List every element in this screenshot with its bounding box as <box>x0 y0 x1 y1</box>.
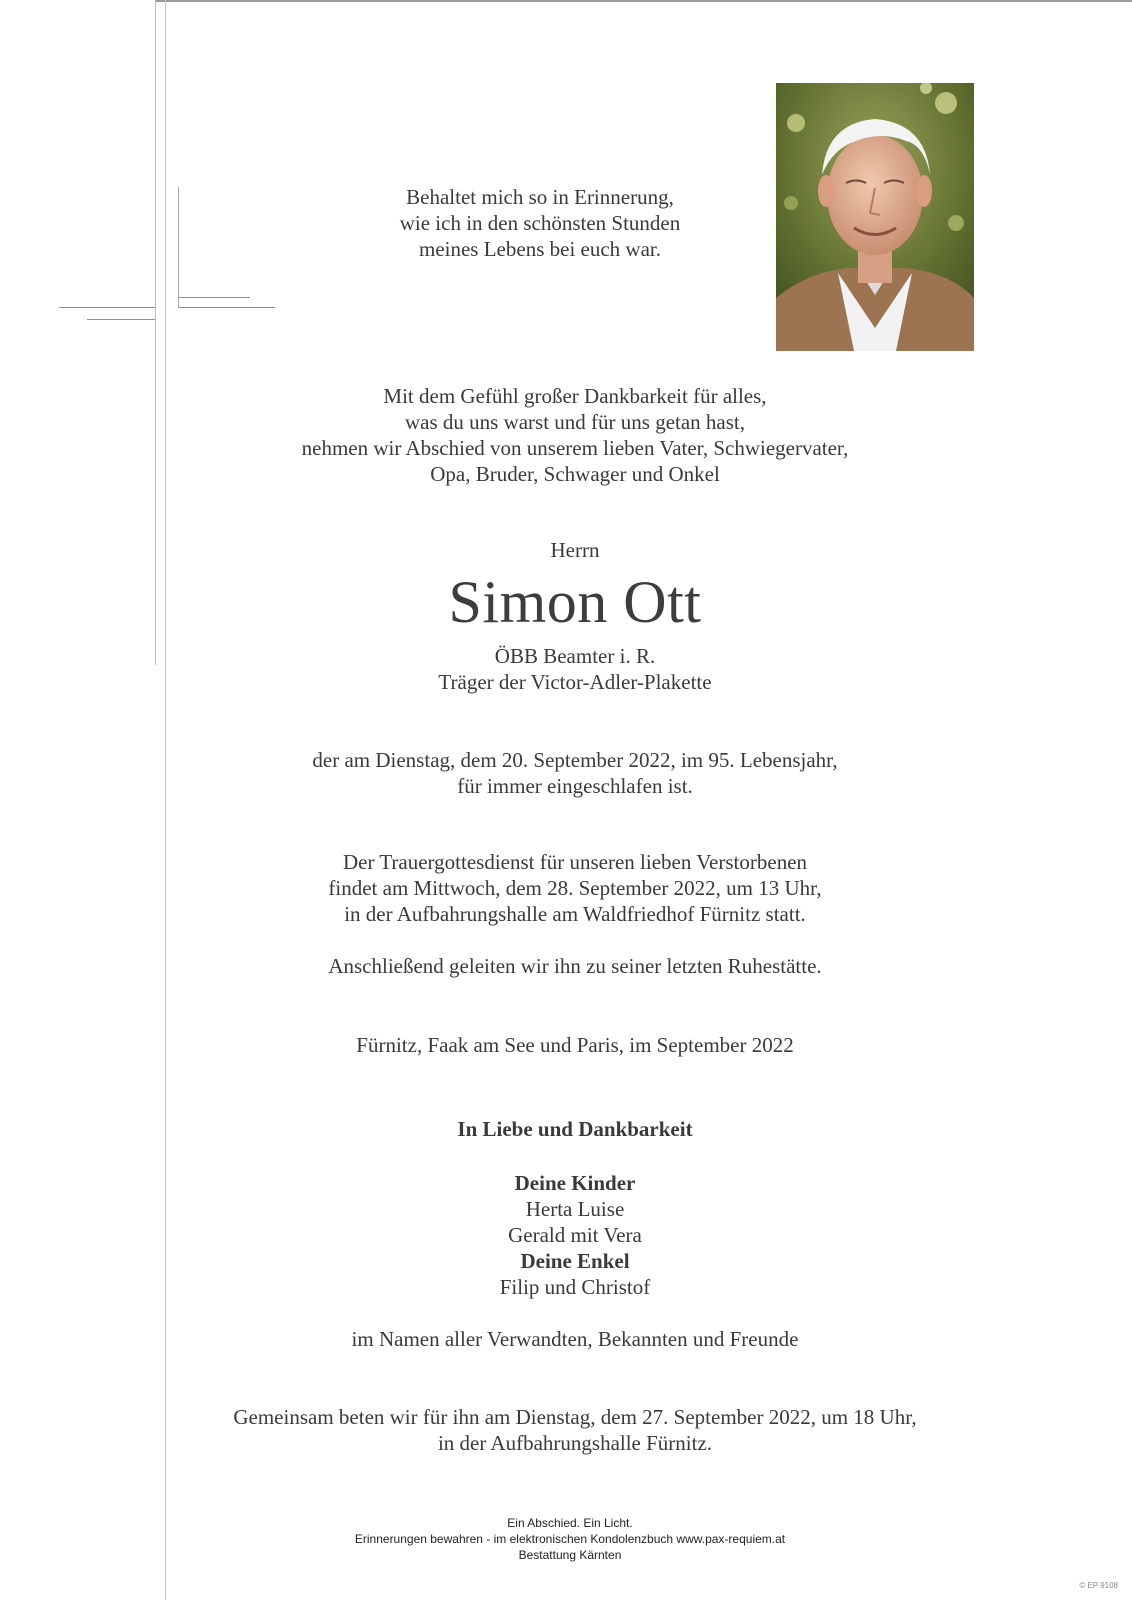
intro-line: Opa, Bruder, Schwager und Onkel <box>430 462 720 486</box>
intro-line: Mit dem Gefühl großer Dankbarkeit für alles, <box>383 384 767 408</box>
cross-arm-left-top <box>59 307 155 308</box>
prayer-info <box>180 1404 970 1456</box>
footer-line: Erinnerungen bewahren - im elektronischen Kondolenzbuch www.pax-requiem.at <box>354 1532 786 1546</box>
death-line: der am Dienstag, dem 20. September 2022, im 95. Lebensjahr, <box>312 748 838 772</box>
quote-line: meines Lebens bei euch war. <box>419 237 661 261</box>
service-line: Der Trauergottesdienst für unseren lieben Verstorbenen <box>342 850 808 874</box>
prayer-line: Gemeinsam beten wir für ihn am Dienstag, dem 27. September 2022, um 18 Uhr, <box>233 1405 917 1429</box>
service-info <box>240 849 910 927</box>
child-name: Herta Luise <box>525 1197 625 1221</box>
quote <box>340 184 740 262</box>
cross-vertical-left <box>155 0 156 665</box>
intro-line: nehmen wir Abschied von unserem lieben Vater, Schwiegervater, <box>301 436 849 460</box>
top-border <box>155 0 1132 2</box>
intro-text <box>240 383 910 487</box>
service-line: findet am Mittwoch, dem 28. September 2022, um 13 Uhr, <box>328 876 822 900</box>
children-heading: Deine Kinder <box>514 1171 636 1195</box>
grandchildren-heading: Deine Enkel <box>520 1249 630 1273</box>
cross-arm-left-bottom <box>87 319 155 320</box>
title-line: ÖBB Beamter i. R. <box>494 644 656 668</box>
margin-line <box>165 0 166 1600</box>
quote-line: wie ich in den schönsten Stunden <box>399 211 681 235</box>
child-name: Gerald mit Vera <box>508 1223 642 1247</box>
service-line: in der Aufbahrungshalle am Waldfriedhof Fürnitz statt. <box>344 902 806 926</box>
footer-line: Bestattung Kärnten <box>518 1548 622 1562</box>
salutation: Herrn <box>550 538 600 562</box>
deceased-name: Simon Ott <box>448 569 702 635</box>
prayer-line: in der Aufbahrungshalle Fürnitz. <box>437 1431 713 1455</box>
intro-line: was du uns warst und für uns getan hast, <box>404 410 746 434</box>
cross-arm-right-top <box>178 297 250 298</box>
title-line: Träger der Victor-Adler-Plakette <box>438 670 712 694</box>
grandchild-name: Filip und Christof <box>499 1275 651 1299</box>
relatives-line: im Namen aller Verwandten, Bekannten und Freunde <box>351 1327 799 1351</box>
death-line: für immer eingeschlafen ist. <box>457 774 693 798</box>
cross-arm-right-bottom <box>178 307 275 308</box>
titles <box>340 643 810 695</box>
place-date: Fürnitz, Faak am See und Paris, im September 2022 <box>356 1033 794 1057</box>
family-list <box>390 1170 760 1300</box>
burial-info: Anschließend geleiten wir ihn zu seiner letzten Ruhestätte. <box>328 954 822 978</box>
footer-line: Ein Abschied. Ein Licht. <box>507 1516 633 1530</box>
cross-vertical-right <box>178 187 179 307</box>
death-notice <box>240 747 910 799</box>
portrait-photo <box>776 83 974 351</box>
footer <box>260 1515 880 1563</box>
print-code: © EP 9108 <box>1079 1581 1118 1590</box>
quote-line: Behaltet mich so in Erinnerung, <box>406 185 674 209</box>
closing-heading: In Liebe und Dankbarkeit <box>457 1117 693 1141</box>
